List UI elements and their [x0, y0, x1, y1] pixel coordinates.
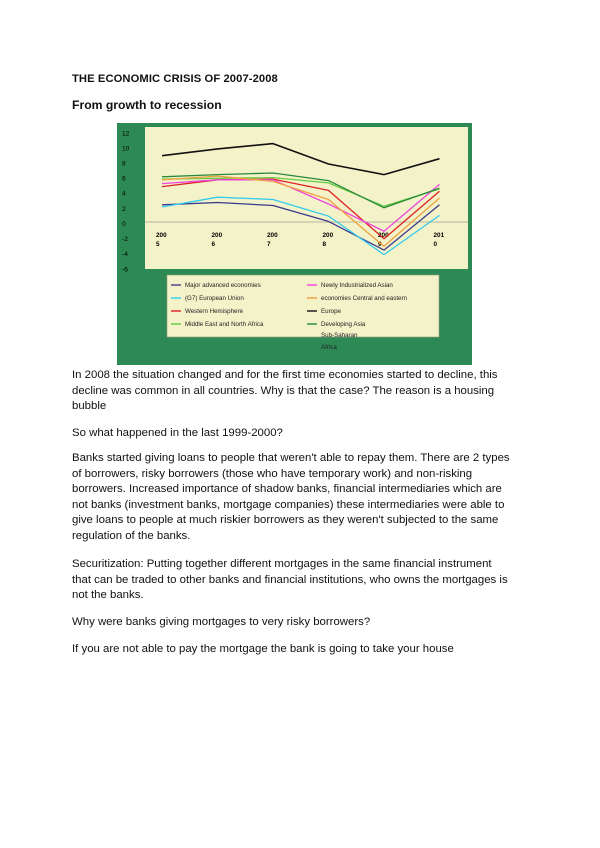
paragraph-text: Why were banks giving mortgages to very risky borrowers?	[72, 616, 371, 628]
document-title: THE ECONOMIC CRISIS OF 2007-2008	[72, 73, 278, 85]
legend-label: Middle East and North Africa	[185, 321, 264, 329]
legend-label: Europe	[321, 308, 341, 316]
y-tick-label: 4	[122, 190, 126, 198]
x-tick-label-line2: 7	[267, 241, 271, 248]
x-tick-label: 200	[156, 232, 167, 239]
paragraph-text: Securitization: Putting together different mortgages in the same financial instrument that can be traded to other banks and financial institutions, who owns the mortgages is not the banks.	[72, 558, 508, 601]
paragraph-question-2	[72, 615, 512, 631]
paragraph-securitization	[72, 557, 512, 604]
x-tick-label-line2: 8	[322, 241, 327, 248]
x-tick-label-line2: 5	[156, 241, 160, 248]
paragraph-text: In 2008 the situation changed and for the first time economies started to decline, this decline was common in all countries. Why is that the case? The reason is a housing bubble	[72, 369, 498, 412]
x-tick-label: 200	[322, 232, 334, 239]
legend-label: economies Central and eastern	[321, 295, 407, 303]
x-tick-label: 200	[378, 232, 389, 239]
paragraph-text: If you are not able to pay the mortgage the bank is going to take your house	[72, 643, 454, 655]
x-tick-label-line2: 6	[211, 241, 216, 248]
y-tick-label: 2	[122, 205, 126, 213]
y-tick-label: -4	[122, 251, 128, 259]
plot-area	[145, 127, 468, 269]
y-tick-label: 6	[122, 175, 126, 183]
paragraph-text: Banks started giving loans to people that weren't able to repay them. There are 2 types of borrowers, risky borrowers (those who have temporary work) and non-risking borrowers. Increased importance of shadow banks, financial intermediaries which are not banks (investment banks, mortgage companies) these intermediaries were able to give loans to people at much riskier borrowers as they weren't subjected to the same regulation of the banks.	[72, 452, 510, 542]
section-subtitle: From growth to recession	[72, 98, 222, 112]
paragraph-housing-bubble	[72, 368, 512, 415]
y-tick-label: -6	[122, 266, 128, 274]
x-tick-label: 201	[433, 232, 445, 239]
legend-label: Newly Industrialized Asian	[321, 282, 393, 290]
legend-label-extra: Africa	[321, 344, 337, 351]
y-tick-label: 8	[122, 160, 126, 168]
growth-chart-figure	[117, 123, 472, 365]
y-tick-label: 0	[122, 220, 126, 228]
x-tick-label: 200	[267, 232, 278, 239]
y-tick-label: -2	[122, 236, 128, 244]
x-tick-label: 200	[211, 232, 223, 239]
legend-label-extra: Sub-Saharan	[321, 332, 358, 339]
growth-line-chart	[117, 123, 472, 365]
legend-label: (G7) European Union	[185, 295, 244, 303]
y-tick-label: 10	[122, 145, 130, 153]
legend-label: Major advanced economies	[185, 282, 261, 290]
paragraph-question-1	[72, 426, 512, 442]
x-tick-label-line2: 9	[378, 241, 382, 248]
x-tick-label-line2: 0	[433, 241, 438, 248]
paragraph-banks-loans	[72, 451, 512, 544]
legend-label: Developing Asia	[321, 321, 366, 329]
paragraph-text: So what happened in the last 1999-2000?	[72, 427, 283, 439]
y-tick-label: 12	[122, 130, 130, 138]
paragraph-mortgage	[72, 642, 512, 658]
legend-label: Western Hemisphere	[185, 308, 244, 316]
